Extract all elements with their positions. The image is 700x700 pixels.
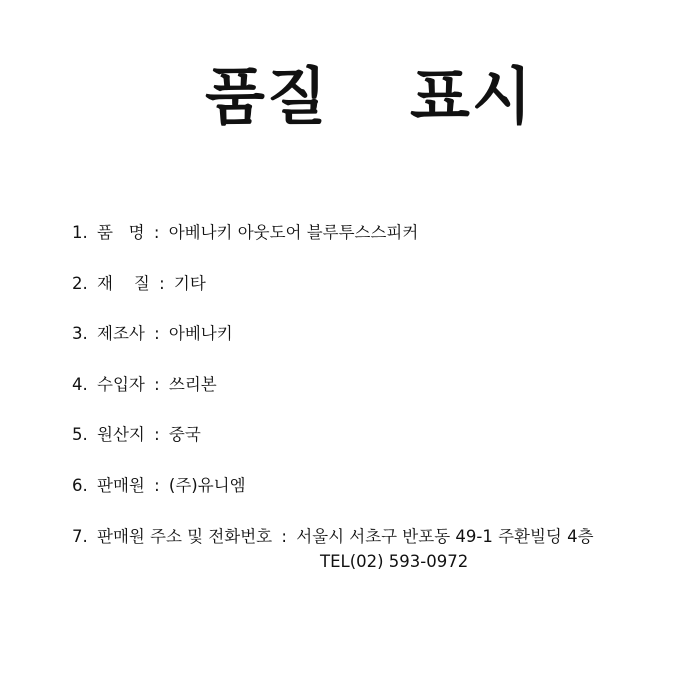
item-label: 제조사	[97, 324, 145, 343]
item-separator: :	[159, 274, 165, 293]
item-separator: :	[154, 476, 160, 495]
info-item-seller-address	[72, 524, 682, 550]
item-label: 품 명	[97, 223, 145, 242]
item-value: (주)유니엠	[168, 476, 246, 495]
info-item-material	[72, 271, 682, 297]
title-word-label: 표시	[410, 60, 534, 133]
item-separator: :	[153, 223, 160, 242]
page-title	[0, 52, 700, 142]
info-item-importer	[72, 372, 682, 398]
item-value: 쓰리본	[168, 375, 217, 394]
item-number: 7.	[72, 527, 88, 546]
item-value: 기타	[173, 274, 206, 293]
item-value: 아베나키 아웃도어 블루투스스피커	[168, 223, 419, 242]
item-number: 1.	[72, 223, 88, 242]
item-separator: :	[154, 324, 160, 343]
item-value: 중국	[168, 425, 201, 444]
item-label: 판매원 주소 및 전화번호	[97, 527, 273, 546]
item-separator: :	[154, 375, 160, 394]
item-value: 아베나키	[168, 324, 233, 343]
info-item-seller	[72, 473, 682, 499]
item-separator: :	[281, 527, 287, 546]
item-separator: :	[154, 425, 160, 444]
item-label: 판매원	[97, 476, 145, 495]
info-item-origin	[72, 422, 682, 448]
item-number: 4.	[72, 375, 88, 394]
seller-phone: TEL(02) 593-0972	[320, 552, 469, 571]
item-number: 5.	[72, 425, 88, 444]
item-value: 서울시 서초구 반포동 49-1 주환빌딩 4층	[296, 527, 594, 546]
item-number: 6.	[72, 476, 88, 495]
item-label: 원산지	[97, 425, 145, 444]
item-number: 2.	[72, 274, 88, 293]
item-label: 재 질	[97, 274, 150, 293]
info-item-manufacturer	[72, 321, 682, 347]
title-word-quality: 품질	[205, 60, 329, 133]
item-label: 수입자	[97, 375, 145, 394]
info-item-product-name	[72, 220, 682, 246]
item-number: 3.	[72, 324, 88, 343]
